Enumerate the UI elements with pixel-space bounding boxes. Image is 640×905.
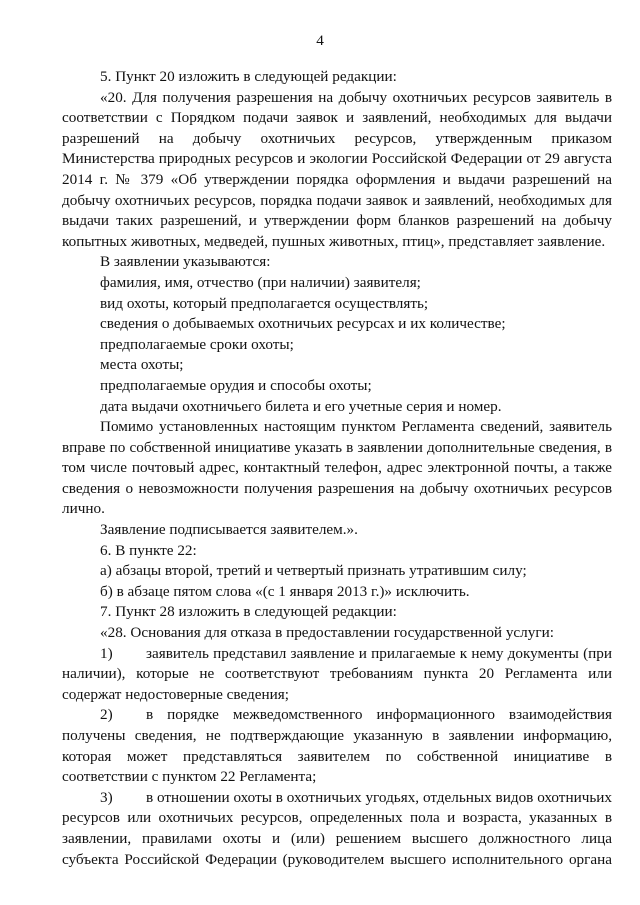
list-item-tools: предполагаемые орудия и способы охоты; bbox=[100, 376, 372, 394]
item-number: 3) bbox=[100, 788, 113, 806]
paragraph-additional-info: Помимо установленных настоящим пунктом Регламента сведений, заявитель вправе по собственной инициативе указать в заявлении дополнительные сведения, в том числе почтовый адрес, контактный телефон, адрес электронной почты, а также сведения о невозможности получения разрешения на добычу охотничьих ресурсов лично. bbox=[62, 418, 612, 518]
list-item-ticket: дата выдачи охотничьего билета и его учетные серия и номер. bbox=[100, 397, 502, 415]
list-item-name: фамилия, имя, отчество (при наличии) заявителя; bbox=[100, 273, 421, 291]
item-number: 1) bbox=[100, 644, 113, 662]
paragraph-item-6b: б) в абзаце пятом слова «(с 1 января 2013 г.)» исключить. bbox=[100, 582, 470, 600]
item-text: в порядке межведомственного информационного взаимодействия получены сведения, не подтверждающие указанную в заявлении информацию, которая может представляться заявителем по собственной инициативе в соответствии с пунктом 22 Регламента; bbox=[62, 706, 612, 786]
item-number: 2) bbox=[100, 706, 113, 724]
page-number: 4 bbox=[316, 32, 324, 49]
document-body bbox=[62, 67, 612, 870]
item-text: в отношении охоты в охотничьих угодьях, отдельных видов охотничьих ресурсов или охотничьих ресурсов, определенных пола и возраста, указанных в заявлении, правилами охоты и (или) решением высшего должностного лица субъекта Российской Федерации (руководителем высшего исполнительного органа bbox=[62, 788, 612, 868]
list-item-hunt-type: вид охоты, который предполагается осуществлять; bbox=[100, 294, 429, 312]
numbered-item bbox=[62, 788, 612, 870]
numbered-item bbox=[62, 705, 612, 787]
paragraph-item-5: 5. Пункт 20 изложить в следующей редакции: bbox=[100, 68, 397, 85]
list-item-dates: предполагаемые сроки охоты; bbox=[100, 335, 294, 353]
paragraph-item-7: 7. Пункт 28 изложить в следующей редакции: bbox=[100, 603, 397, 621]
list-item-places: места охоты; bbox=[100, 356, 184, 374]
paragraph-item-6a: а) абзацы второй, третий и четвертый признать утратившим силу; bbox=[100, 562, 527, 580]
paragraph-application-intro: В заявлении указываются: bbox=[100, 253, 271, 271]
numbered-item bbox=[62, 644, 612, 706]
list-item-resources: сведения о добываемых охотничьих ресурсах и их количестве; bbox=[100, 315, 506, 333]
paragraph-item-20-text: «20. Для получения разрешения на добычу охотничьих ресурсов заявитель в соответствии с Порядком подачи заявок и заявлений, необходимых для выдачи разрешений на добычу охотничьих ресурсов, утвержденным приказом Министерства природных ресурсов и экологии Российской Федерации от 29 августа 2014 г. № 379 «Об утверждении порядка оформления и выдачи разрешений на добычу охотничьих ресурсов, порядка подачи заявок и заявлений, необходимых для выдачи таких разрешений, и утверждении форм бланков разрешений на добычу копытных животных, медведей, пушных животных, птиц», представляет заявление. bbox=[62, 88, 612, 250]
paragraph-item-6: 6. В пункте 22: bbox=[100, 541, 197, 559]
paragraph-item-28: «28. Основания для отказа в предоставлении государственной услуги: bbox=[100, 624, 554, 642]
paragraph-signature: Заявление подписывается заявителем.». bbox=[100, 521, 358, 539]
item-text: заявитель представил заявление и прилагаемые к нему документы (при наличии), которые не соответствуют требованиям пункта 20 Регламента или содержат недостоверные сведения; bbox=[62, 644, 612, 703]
